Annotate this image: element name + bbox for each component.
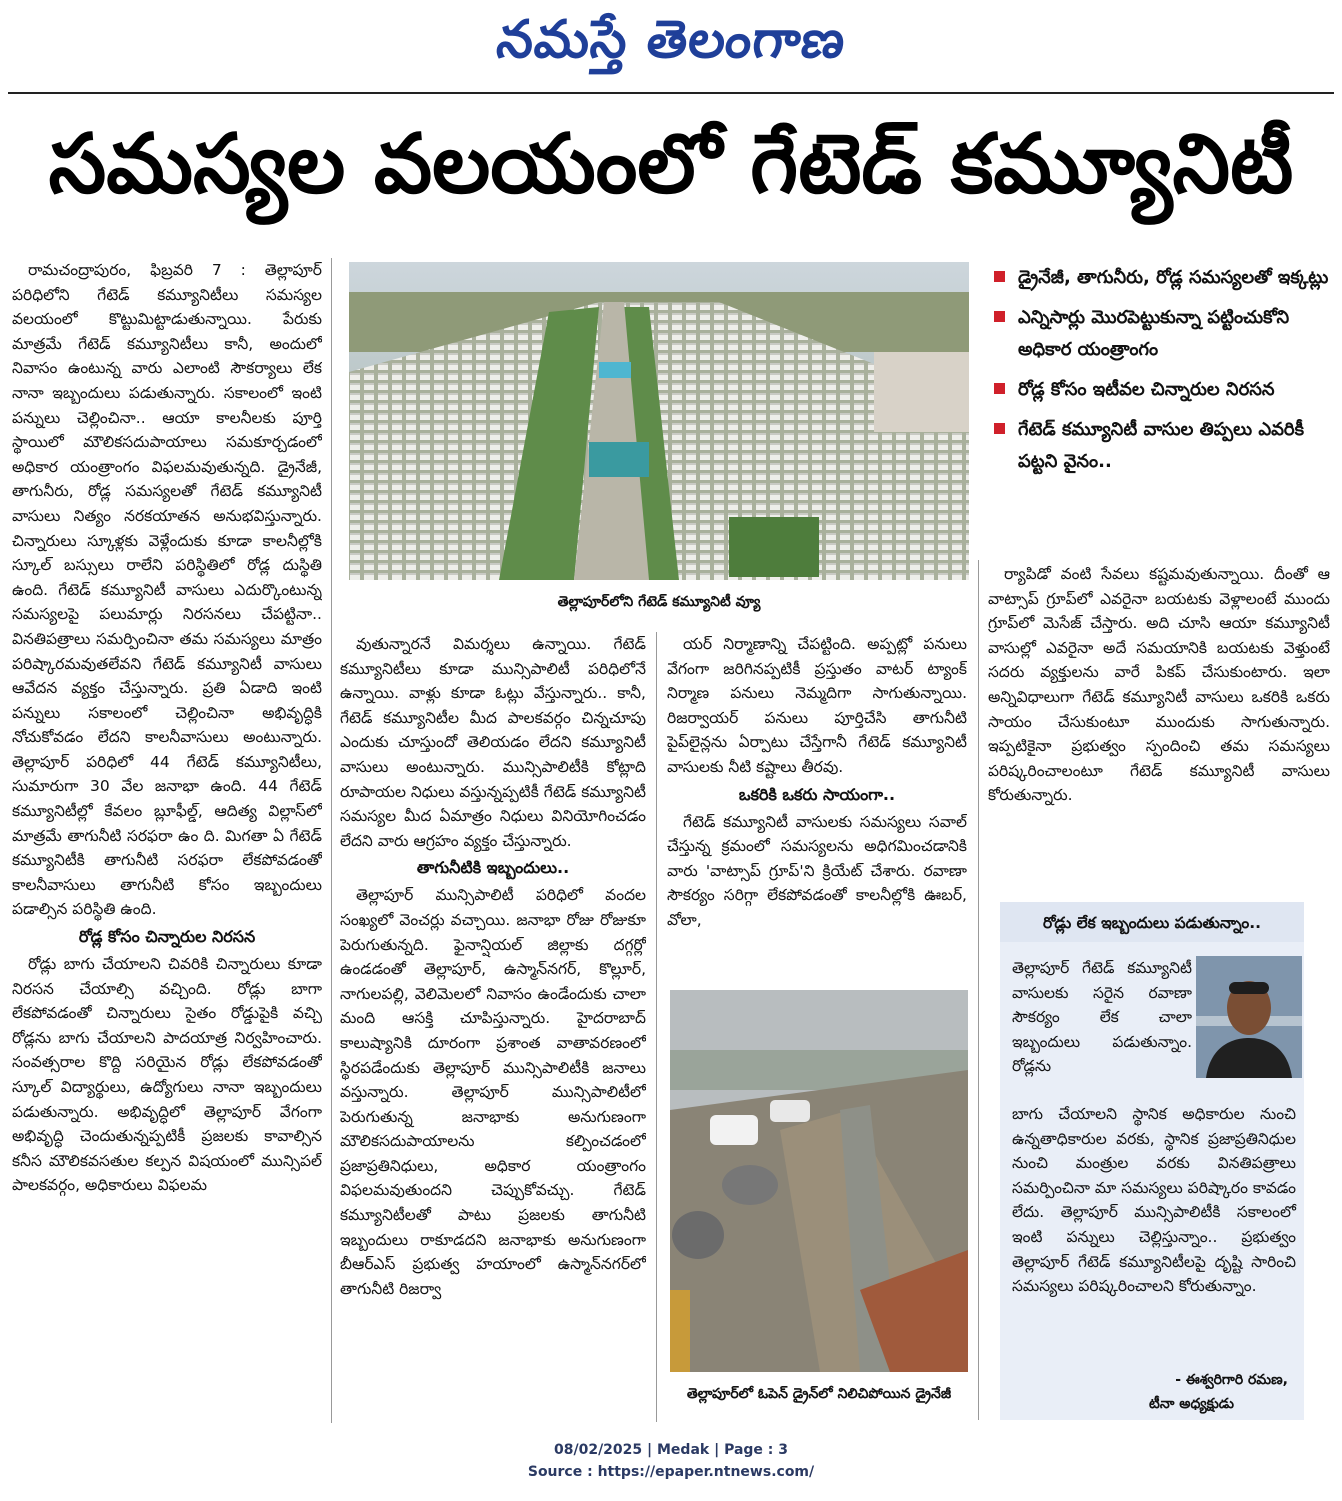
bullet-square-icon bbox=[994, 423, 1005, 434]
article-column-2 bbox=[340, 632, 646, 1425]
highlights-list bbox=[990, 262, 1330, 478]
quote-author: - ఈశ్వరిగారి రమణ, bbox=[1175, 1372, 1288, 1388]
paragraph: గేటెడ్ కమ్యూనిటీ వాసులకు సమస్యలు సవాల్ చేస్తున్న క్రమంలో సమస్యలను అధిగమించడానికి వారు 'వాట్సాప్ గ్రూప్'ని క్రియేట్ చేశారు. రవాణా సౌకర్యం సరిగ్గా లేకపోవడంతో కాలనీల్లోకి ఊబర్, వోలా, bbox=[667, 812, 967, 929]
masthead-title: నమస్తే తెలంగాణ bbox=[493, 10, 849, 70]
quote-title: రోడ్లు లేక ఇబ్బందులు పడుతున్నాం.. bbox=[1000, 902, 1304, 942]
quote-text: తెల్లాపూర్ గేటెడ్ కమ్యూనిటీ వాసులకు సరైన రవాణా సౌకర్యం లేక చాలా ఇబ్బందులు పడుతున్నాం. రోడ్లను bbox=[1012, 959, 1192, 1076]
paragraph: ర్యాపిడో వంటి సేవలు కష్టమవుతున్నాయి. దీంతో ఆ వాట్సాప్ గ్రూప్‌లో ఎవరైనా బయటకు వెళ్లాలంటే ముందు గ్రూప్‌లో మెసేజ్ చేస్తారు. అది చూసి ఆయా కమ్యూనిటీ వాసుల్లో ఎవరైనా అదే సమయానికి బయటకు వెళ్తుంటే సదరు వ్యక్తులను వారే పికప్ చేసుకుంటారు. ఇలా అన్నివిధాలుగా గేటెడ్ కమ్యూనిటీ వాసులు ఒకరికి ఒకరు సాయం చేసుకుంటూ ముందుకు సాగుతున్నారు. ఇప్పటికైనా ప్రభుత్వం స్పందించి తమ సమస్యలు పరిష్కరించాలంటూ గేటెడ్ కమ్యూనిటీ వాసులు కోరుతున్నారు. bbox=[988, 565, 1330, 805]
divider bbox=[8, 92, 1334, 94]
bullet-square-icon bbox=[994, 311, 1005, 322]
masthead bbox=[0, 0, 1342, 80]
footer-meta: 08/02/2025 | Medak | Page : 3 bbox=[553, 1442, 789, 1458]
paragraph: రోడ్లు బాగు చేయాలని చివరికి చిన్నారులు కూడా నిరసన చేయాల్సి వచ్చింది. రోడ్లు బాగా లేకపోవడంతో చిన్నారులు సైతం రోడ్డుపైకి వచ్చి రోడ్లను బాగు చేయాలని పాదయాత్ర నిర్వహించారు. సంవత్సరాల కొద్ది సరియైన రోడ్లు లేకపోవడంతో స్కూల్ విద్యార్థులు, ఉద్యోగులు నానా ఇబ్బందులు పడుతున్నారు. అభివృద్ధిలో తెల్లాపూర్ వేగంగా అభివృద్ధి చెందుతున్నప్పటికీ ప్రజలకు కావాల్సిన కనీస మౌలికవసతుల కల్పన విషయంలో మున్సిపల్ పాలకవర్గం, అధికారులు విఫలమ bbox=[12, 955, 322, 1195]
photo-caption: తెల్లాపూర్‌లోని గేటెడ్ కమ్యూనిటీ వ్యూ bbox=[557, 594, 761, 610]
footer-source: Source : https://epaper.ntnews.com/ bbox=[527, 1464, 815, 1480]
paragraph: యర్ నిర్మాణాన్ని చేపట్టింది. అప్పట్లో పనులు వేగంగా జరిగినప్పటికీ ప్రస్తుతం వాటర్ ట్యాంక్ నిర్మాణ పనులు నెమ్మదిగా సాగుతున్నాయి. రిజర్వాయర్ పనులు పూర్తిచేసి తాగునీటి పైప్‌లైన్లను ఏర్పాటు చేస్తేగానీ గేటెడ్ కమ్యూనిటీ వాసులకు నీటి కష్టాలు తీరవు. bbox=[667, 635, 967, 776]
quote-author-role: టీనా అధ్యక్షుడు bbox=[1149, 1396, 1234, 1412]
paragraph: రామచంద్రాపురం, ఫిబ్రవరి 7 : తెల్లాపూర్ పరిధిలోని గేటెడ్ కమ్యూనిటీలు సమస్యల వలయంలో కొట్టుమిట్టాడుతున్నాయి. పేరుకు మాత్రమే గేటెడ్ కమ్యూనిటీలు కానీ, అందులో నివాసం ఉంటున్న వారు ఎలాంటి సౌకర్యాలు లేక నానా ఇబ్బందులు పడుతున్నారు. సకాలంలో ఇంటి పన్నులు చెల్లించినా.. ఆయా కాలనీలకు పూర్తి స్థాయిలో మౌలికసదుపాయాలు సమకూర్చడంలో అధికార యంత్రాంగం విఫలమవుతున్నది. డ్రైనేజీ, తాగునీరు, రోడ్ల సమస్యలతో గేటెడ్ కమ్యూనిటీ వాసులు నిత్యం నరకయాతన అనుభవిస్తున్నారు. చిన్నారులు స్కూళ్లకు వెళ్లేందుకు కూడా కాలనీల్లోకి స్కూల్ బస్సులు రాలేని పరిస్థితిలో రోడ్ల దుస్థితి ఉంది. గేటెడ్ కమ్యూనిటీ వాసులు ఎదుర్కొంటున్న సమస్యలపై పలుమార్లు నిరసనలు చేపట్టినా.. వినతిపత్రాలు సమర్పించినా తమ సమస్యలు మాత్రం పరిష్కారమవుతలేవని గేటెడ్ కమ్యూనిటీ వాసులు ఆవేదన వ్యక్తం చేస్తున్నారు. ప్రతి ఏడాది ఇంటి పన్నులు సకాలంలో చెల్లించినా అభివృద్ధికి నోచుకోవడం లేదని కాలనీవాసులు అంటున్నారు. తెల్లాపూర్ పరిధిలో 44 గేటెడ్ కమ్యూనిటీలు, సుమారుగా 30 వేల జనాభా ఉంది. 44 గేటెడ్ కమ్యూనిటీల్లో కేవలం బ్లూఫీల్డ్, ఆదిత్య విల్లాస్‌లో మాత్రమే తాగునీటి సరఫరా ఉం ది. మిగతా ఏ గేటెడ్ కమ్యూనిటీకి తాగునీటి సరఫరా లేకపోవడంతో కాలనీవాసులు తాగునీటి కోసం ఇబ్బందులు పడాల్సిన పరిస్థితి ఉంది. bbox=[12, 261, 322, 919]
bullet-square-icon bbox=[994, 383, 1005, 394]
article-column-3 bbox=[667, 632, 967, 974]
quote-text: బాగు చేయాలని స్థానిక అధికారుల నుంచి ఉన్నతాధికారుల వరకు, స్థానిక ప్రజాప్రతినిధుల నుంచి మంత్రుల వరకు వినతిపత్రాలు సమర్పించినా మా సమస్యలు పరిష్కారం కావడం లేదు. తెల్లాపూర్ మున్సిపాలిటీకి సకాలంలో ఇంటి పన్నులు చెల్లిస్తున్నాం.. ప్రభుత్వం తెల్లాపూర్ గేటెడ్ కమ్యూనిటీలపై దృష్టి సారించి సమస్యలు పరిష్కరించాలని కోరుతున్నాం. bbox=[1012, 1105, 1296, 1296]
column-divider bbox=[656, 632, 657, 1422]
list-item: గేటెడ్ కమ్యూనిటీ వాసుల తిప్పలు ఎవరికీ పట్టని వైనం.. bbox=[990, 414, 1330, 478]
highlights-box bbox=[990, 262, 1330, 542]
subheading: తాగునీటికి ఇబ్బందులు.. bbox=[416, 858, 570, 878]
list-item: డ్రైనేజీ, తాగునీరు, రోడ్ల సమస్యలతో ఇక్కట్లు bbox=[990, 262, 1330, 294]
subheading: ఒకరికి ఒకరు సాయంగా.. bbox=[738, 784, 896, 804]
article-column-1 bbox=[12, 258, 322, 1426]
quote-box bbox=[1000, 902, 1304, 1420]
bullet-square-icon bbox=[994, 271, 1005, 282]
list-item: ఎన్నిసార్లు మొరపెట్టుకున్నా పట్టించుకోని అధికార యంత్రాంగం bbox=[990, 302, 1330, 366]
column-divider bbox=[331, 258, 332, 1423]
list-item: రోడ్ల కోసం ఇటీవల చిన్నారుల నిరసన bbox=[990, 374, 1330, 406]
gated-community-aerial-photo bbox=[349, 262, 969, 580]
column-divider bbox=[978, 560, 979, 1420]
paragraph: తెల్లాపూర్ మున్సిపాలిటీ పరిధిలో వందల సంఖ్యలో వెంచర్లు వచ్చాయి. జనాభా రోజు రోజుకూ పెరుగుతున్నది. ఫైనాన్షియల్ జిల్లాకు దగ్గర్లో ఉండడంతో తెల్లాపూర్, ఉస్మాన్‌నగర్, కొల్లూర్, నాగులపల్లి, వెలిమెలలో నివాసం ఉండేందుకు చాలా మంది ఆసక్తి చూపిస్తున్నారు. హైదరాబాద్ కాలుష్యానికి దూరంగా ప్రశాంత వాతావరణంలో స్థిరపడేందుకు తెల్లాపూర్ మున్సిపాలిటీకి జనాలు వస్తున్నారు. తెల్లాపూర్ మున్సిపాలిటీలో పెరుగుతున్న జనాభాకు అనుగుణంగా మౌలికసదుపాయాలను కల్పించడంలో ప్రజాప్రతినిధులు, అధికార యంత్రాంగం విఫలమవుతుందని చెప్పుకోవచ్చు. గేటెడ్ కమ్యూనిటీలతో పాటు ప్రజలకు తాగునీటి ఇబ్బందులు రాకూడదని జనాభాకు అనుగుణంగా బీఆర్‌ఎస్ ప్రభుత్వ హయాంలో ఉస్మాన్‌నగర్‌లో తాగునీటి రిజర్వా bbox=[340, 886, 646, 1298]
article-column-4 bbox=[988, 562, 1330, 882]
headline: సమస్యల వలయంలో గేటెడ్ కమ్యూనిటీ bbox=[48, 117, 1294, 212]
open-drain-photo bbox=[670, 990, 968, 1372]
paragraph: వుతున్నారనే విమర్శలు ఉన్నాయి. గేటెడ్ కమ్యూనిటీలు కూడా మున్సిపాలిటీ పరిధిలోనే ఉన్నాయి. వాళ్లు కూడా ఓట్లు వేస్తున్నారు.. కానీ, గేటెడ్ కమ్యూనిటీల మీద పాలకవర్గం చిన్నచూపు ఎందుకు చూస్తుందో తెలియడం లేదని కమ్యూనిటీ వాసులు అంటున్నారు. మున్సిపాలిటీకి కోట్లాది రూపాయల నిధులు వస్తున్నప్పటికీ గేటెడ్ కమ్యూనిటీ సమస్యల మీద ఏమాత్రం నిధులు వినియోగించడం లేదని వారు ఆగ్రహం వ్యక్తం చేస్తున్నారు. bbox=[340, 635, 646, 850]
photo-caption: తెల్లాపూర్‌లో ఓపెన్ డ్రైన్‌లో నిలిచిపోయిన డ్రైనేజీ bbox=[686, 1386, 952, 1402]
subheading: రోడ్ల కోసం చిన్నారుల నిరసన bbox=[78, 927, 256, 947]
portrait-photo bbox=[1196, 956, 1302, 1078]
